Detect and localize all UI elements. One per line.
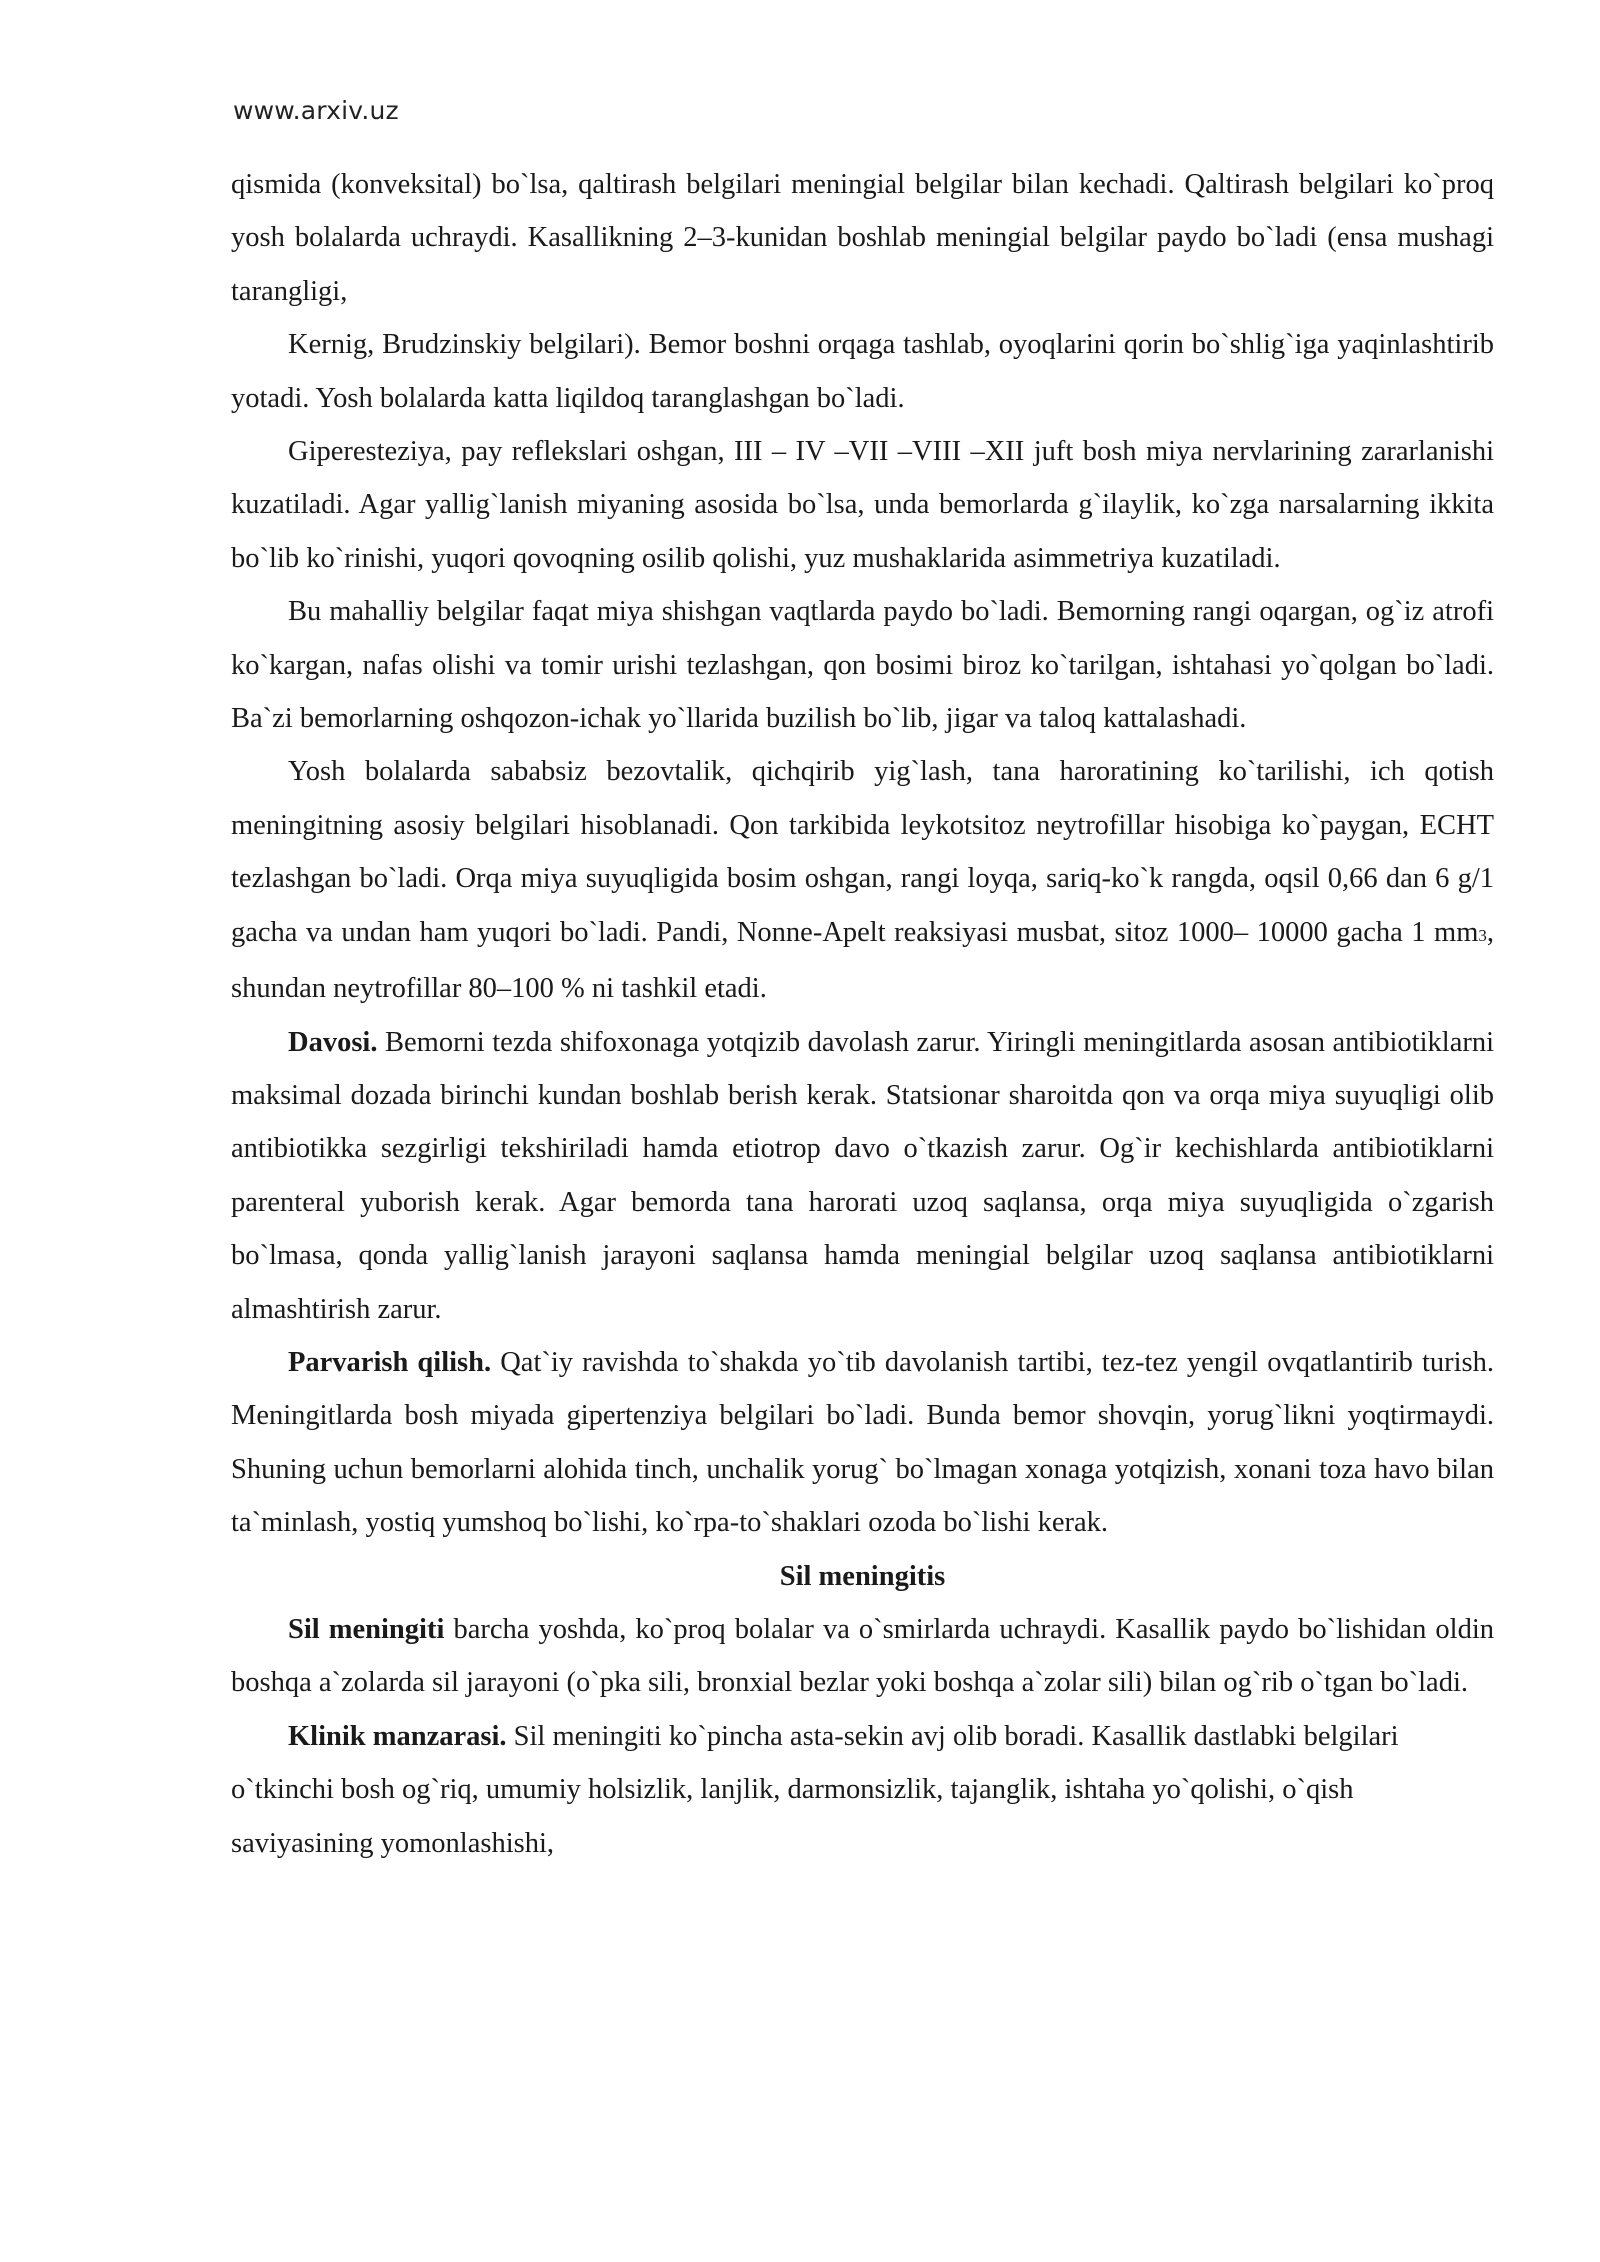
site-header: www.arxiv.uz — [233, 96, 399, 125]
paragraph-5-text-end: , shundan neytrofillar 80–100 % ni tashkil etadi. — [231, 916, 1494, 1005]
paragraph-4: Bu mahalliy belgilar faqat miya shishgan vaqtlarda paydo bo`ladi. Bemorning rangi oqargan, og`iz atrofi ko`kargan, nafas olishi va tomir urishi tezlashgan, qon bosimi biroz ko`tarilgan, ishtahasi yo`qolgan bo`ladi. Ba`zi bemorlarning oshqozon-ichak yo`llarida buzilish bo`lib, jigar va taloq kattalashadi. — [231, 596, 1494, 735]
tb-meningitis-term: Sil meningiti — [288, 1613, 445, 1645]
paragraph-2: Kernig, Brudzinskiy belgilari). Bemor boshni orqaga tashlab, oyoqlarini qorin bo`shlig`iga yaqinlashtirib yotadi. Yosh bolalarda katta liqildoq taranglashgan bo`ladi. — [231, 329, 1494, 414]
paragraph-treatment — [231, 1016, 1494, 1336]
paragraph-clinical — [231, 1710, 1494, 1870]
care-text: Qat`iy ravishda to`shakda yo`tib davolanish tartibi, tez-tez yengil ovqatlantirib turish. Meningitlarda bosh miyada gipertenziya belgilari bo`ladi. Bunda bemor shovqin, yorug`likni yoqtirmaydi. Shuning uchun bemorlarni alohida tinch, unchalik yorug` bo`lmagan xonaga yotqizish, xonani toza havo bilan ta`minlash, yostiq yumshoq bo`lishi, ko`rpa-to`shaklari ozoda bo`lishi kerak. — [231, 1346, 1494, 1539]
treatment-heading: Davosi. — [288, 1026, 378, 1058]
tb-meningitis-text: barcha yoshda, ko`proq bolalar va o`smirlarda uchraydi. Kasallik paydo bo`lishidan oldin boshqa a`zolarda sil jarayoni (o`pka sili, bronxial bezlar yoki boshqa a`zolar sili) bilan og`rib o`tgan bo`ladi. — [231, 1613, 1494, 1699]
unit-subscript: 3 — [1478, 925, 1487, 945]
clinical-heading: Klinik manzarasi. — [288, 1720, 507, 1752]
paragraph-tb-meningitis — [231, 1603, 1494, 1710]
paragraph-5 — [231, 745, 1494, 1015]
clinical-text: Sil meningiti ko`pincha asta-sekin avj olib boradi. Kasallik dastlabki belgilari o`tkinchi bosh og`riq, umumiy holsizlik, lanjlik, darmonsizlik, tajanglik, ishtaha yo`qolishi, o`qish saviyasining yomonlashishi, — [231, 1720, 1399, 1859]
treatment-text: Bemorni tezda shifoxonaga yotqizib davolash zarur. Yiringli meningitlarda asosan antibiotiklarni maksimal dozada birinchi kundan boshlab berish kerak. Statsionar sharoitda qon va orqa miya suyuqligi olib antibiotikka sezgirligi tekshiriladi hamda etiotrop davo o`tkazish zarur. Og`ir kechishlarda antibiotiklarni parenteral yuborish kerak. Agar bemorda tana harorati uzoq saqlansa, orqa miya suyuqligida o`zgarish bo`lmasa, qonda yallig`lanish jarayoni saqlansa hamda meningial belgilar uzoq saqlansa antibiotiklarni almashtirish zarur. — [231, 1026, 1494, 1325]
care-heading: Parvarish qilish. — [288, 1346, 492, 1378]
paragraph-care — [231, 1336, 1494, 1550]
section-heading: Sil meningitis — [779, 1560, 946, 1592]
document-body — [231, 158, 1494, 1870]
paragraph-1: qismida (konveksital) bo`lsa, qaltirash belgilari meningial belgilar bilan kechadi. Qaltirash belgilari ko`proq yosh bolalarda uchraydi. Kasallikning 2–3-kunidan boshlab meningial belgilar paydo bo`ladi (ensa mushagi tarangligi, — [231, 169, 1494, 307]
paragraph-3: Giperesteziya, pay reflekslari oshgan, III – IV –VII –VIII –XII juft bosh miya nervlarining zararlanishi kuzatiladi. Agar yallig`lanish miyaning asosida bo`lsa, unda bemorlarda g`ilaylik, ko`zga narsalarning ikkita bo`lib ko`rinishi, yuqori qovoqning osilib qolishi, yuz mushaklarida asimmetriya kuzatiladi. — [231, 436, 1494, 574]
paragraph-5-text: Yosh bolalarda sababsiz bezovtalik, qichqirib yig`lash, tana haroratining ko`tarilishi, ich qotish meningitning asosiy belgilari hisoblanadi. Qon tarkibida leykotsitoz neytrofillar hisobiga ko`paygan, ECHT tezlashgan bo`ladi. Orqa miya suyuqligida bosim oshgan, rangi loyqa, sariq-ko`k rangda, oqsil 0,66 dan 6 g/1 gacha va undan ham yuqori bo`ladi. Pandi, Nonne-Apelt reaksiyasi musbat, sitoz 1000– 10000 gacha 1 mm — [231, 756, 1494, 948]
